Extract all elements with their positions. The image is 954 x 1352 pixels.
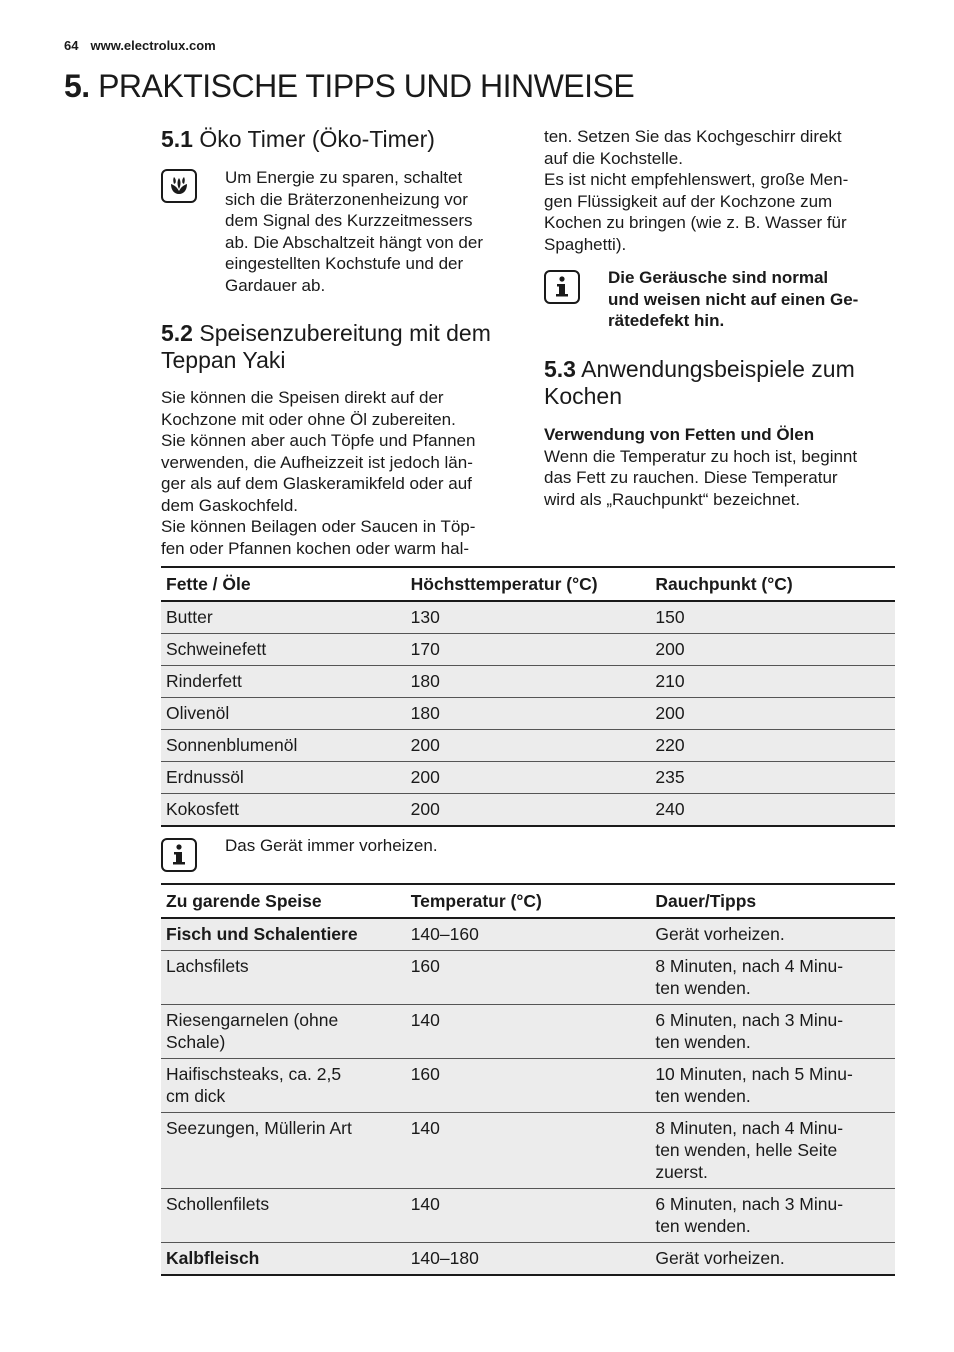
table-cell: Fisch und Schalentiere — [166, 924, 358, 944]
heading-5-2-number: 5.2 — [161, 320, 193, 346]
table-cell: 140–180 — [410, 1248, 479, 1268]
text-line: ab. Die Abschaltzeit hängt von der — [225, 232, 483, 252]
table-cell: Seezungen, Müllerin Art — [166, 1118, 352, 1138]
heading-5-3-number: 5.3 — [544, 356, 576, 382]
column-header: Zu garende Speise — [166, 891, 322, 911]
table-row — [161, 1005, 895, 1059]
table-header-row — [161, 567, 895, 601]
text-line: Kochzone mit oder ohne Öl zubereiten. — [161, 409, 456, 429]
text-line: Es ist nicht empfehlenswert, große Men- — [544, 170, 849, 189]
heading-5-1 — [161, 126, 435, 153]
table-cell: 140 — [410, 1118, 440, 1138]
table-cell: 140–160 — [410, 924, 479, 944]
table-cell: Gerät vorheizen. — [655, 1248, 785, 1268]
note-line: Die Geräusche sind normal — [608, 268, 829, 287]
table-cell: 130 — [410, 607, 440, 627]
page-header — [64, 38, 216, 53]
table-cell: Sonnenblumenöl — [166, 735, 298, 755]
text-line: Gardauer ab. — [225, 275, 326, 295]
table-cell: Gerät vorheizen. — [655, 924, 785, 944]
table-cell: Schweinefett — [166, 639, 267, 659]
text-line: verwenden, die Aufheizzeit ist jedoch län- — [161, 452, 473, 472]
heading-5-1-number: 5.1 — [161, 126, 193, 152]
fats-table — [161, 566, 895, 827]
table-cell: Schollenfilets — [166, 1194, 270, 1214]
fats-subheading: Verwendung von Fetten und Ölen — [544, 425, 815, 444]
text-line: fen oder Pfannen kochen oder warm hal- — [161, 538, 470, 558]
column-header: Dauer/Tipps — [655, 891, 757, 911]
heading-5-2-text: Teppan Yaki — [161, 347, 286, 373]
table-row — [161, 1189, 895, 1243]
text-line: ten. Setzen Sie das Kochgeschirr direkt — [544, 127, 842, 146]
text-line: gen Flüssigkeit auf der Kochzone zum — [544, 191, 833, 211]
table-cell: Kalbfleisch — [166, 1248, 260, 1268]
table-cell: 200 — [410, 799, 440, 819]
text-line: sich die Bräterzonenheizung vor — [225, 189, 468, 209]
table-cell: Lachsfilets — [166, 956, 249, 976]
table-row — [161, 1059, 895, 1113]
table-row — [161, 1113, 895, 1189]
table-cell: 8 Minuten, nach 4 Minu- ten wenden, helle Seite zuerst. — [655, 1118, 844, 1182]
heading-5-2-text: Speisenzubereitung mit dem — [199, 320, 491, 346]
table-cell: 220 — [655, 735, 685, 755]
table-row — [161, 794, 895, 827]
note-line: und weisen nicht auf einen Ge- — [608, 289, 859, 309]
table-cell: 240 — [655, 799, 685, 819]
table-cell: Haifischsteaks, ca. 2,5 cm dick — [166, 1064, 342, 1106]
column-header: Temperatur (°C) — [410, 891, 542, 911]
table-row — [161, 601, 895, 634]
table-cell: 6 Minuten, nach 3 Minu- ten wenden. — [655, 1010, 844, 1052]
food-table — [161, 883, 895, 1276]
note-line: rätedefekt hin. — [608, 311, 725, 330]
table-cell: Erdnussöl — [166, 767, 244, 787]
table-cell: 200 — [410, 735, 440, 755]
table-cell: 200 — [410, 767, 440, 787]
heading-5-2 — [161, 320, 491, 374]
text-line: Sie können aber auch Töpfe und Pfannen — [161, 431, 476, 450]
table-cell: Riesengarnelen (ohne Schale) — [166, 1010, 339, 1052]
table-cell: 160 — [410, 956, 440, 976]
heading-5-3-text: Anwendungsbeispiele zum — [581, 356, 855, 382]
text-line: ger als auf dem Glaskeramikfeld oder auf — [161, 474, 472, 493]
text-line: Wenn die Temperatur zu hoch ist, beginnt — [544, 446, 858, 466]
text-line: eingestellten Kochstufe und der — [225, 254, 464, 273]
table-row — [161, 730, 895, 762]
table-cell: 10 Minuten, nach 5 Minu- ten wenden. — [655, 1064, 853, 1106]
section-number: 5. — [64, 68, 90, 104]
info-icon — [161, 838, 197, 872]
table-row — [161, 918, 895, 951]
text-line: Sie können Beilagen oder Saucen in Töp- — [161, 517, 476, 536]
text-line: dem Gaskochfeld. — [161, 495, 299, 515]
table-cell: 140 — [410, 1010, 440, 1030]
table-cell: 180 — [410, 671, 440, 691]
table-cell: Olivenöl — [166, 703, 230, 723]
table-cell: Kokosfett — [166, 799, 239, 819]
table-row — [161, 762, 895, 794]
table-row — [161, 666, 895, 698]
heading-5-1-text: Öko Timer (Öko-Timer) — [199, 126, 435, 152]
heading-5-3 — [544, 356, 855, 410]
eco-timer-icon — [161, 169, 197, 203]
table-cell: Rinderfett — [166, 671, 242, 691]
section-title-text: PRAKTISCHE TIPPS UND HINWEISE — [98, 68, 635, 104]
text-line: Um Energie zu sparen, schaltet — [225, 168, 463, 187]
table-cell: 140 — [410, 1194, 440, 1214]
table-cell: 200 — [655, 639, 685, 659]
section-title — [64, 68, 634, 105]
page-number: 64 — [64, 38, 79, 53]
table-row — [161, 698, 895, 730]
column-header: Rauchpunkt (°C) — [655, 574, 793, 594]
teppan-yaki-text — [161, 387, 521, 559]
text-line: auf die Kochstelle. — [544, 148, 683, 168]
text-line: Kochen zu bringen (wie z. B. Wasser für — [544, 213, 847, 232]
column-header: Fette / Öle — [166, 574, 251, 594]
table-cell: 210 — [655, 671, 685, 691]
text-line: Sie können die Speisen direkt auf der — [161, 388, 444, 407]
eco-timer-text — [225, 167, 515, 296]
table-cell: 180 — [410, 703, 440, 723]
text-line: Spaghetti). — [544, 234, 627, 254]
table-cell: 8 Minuten, nach 4 Minu- ten wenden. — [655, 956, 844, 998]
noise-note — [608, 267, 908, 332]
table-header-row — [161, 884, 895, 918]
table-cell: 6 Minuten, nach 3 Minu- ten wenden. — [655, 1194, 844, 1236]
table-row — [161, 951, 895, 1005]
info-icon — [544, 270, 580, 304]
text-line: wird als „Rauchpunkt“ bezeichnet. — [544, 489, 801, 509]
fats-intro — [544, 424, 914, 510]
table-cell: 170 — [410, 639, 440, 659]
table-row — [161, 1243, 895, 1276]
website-link[interactable]: www.electrolux.com — [90, 38, 216, 53]
text-line: das Fett zu rauchen. Diese Temperatur — [544, 468, 838, 487]
table-row — [161, 634, 895, 666]
text-line: dem Signal des Kurzzeitmessers — [225, 211, 473, 230]
column-header: Höchsttemperatur (°C) — [410, 574, 598, 594]
teppan-yaki-continued — [544, 126, 904, 255]
table-cell: Butter — [166, 607, 213, 627]
preheat-note: Das Gerät immer vorheizen. — [225, 836, 438, 855]
table-cell: 200 — [655, 703, 685, 723]
heading-5-3-text: Kochen — [544, 383, 623, 409]
table-cell: 150 — [655, 607, 685, 627]
table-cell: 235 — [655, 767, 685, 787]
table-cell: 160 — [410, 1064, 440, 1084]
